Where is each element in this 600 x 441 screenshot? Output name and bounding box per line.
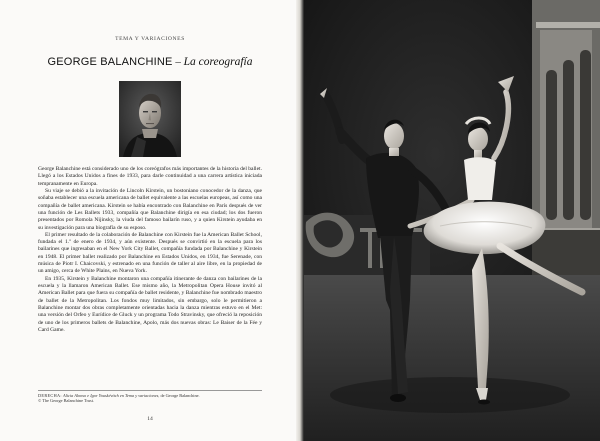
portrait-photo-icon: [119, 81, 181, 157]
page-number: 14: [147, 416, 153, 422]
paragraph: El primer resultado de la colaboración de Balanchine con Kirstein fue la American Ballet School, fundada el 1.º de enero de 1934, y aún existente. Después se convirtió en la escuela para los bailarines que ingresaban en el New York City Ballet, compañía fundada por Balanchine y Kirstein en 1948. El primer ballet realizado por Balanchine en Estados Unidos, en 1934, fue Serenade, con música de Piotr I. Chaicovski, y estrenado en una función de taller al aire libre, en la propiedad de un amigo, cerca de White Plains, en Nueva York.: [38, 231, 262, 275]
credit-label: DERECHA:: [38, 393, 62, 398]
credit-names: Alicia Alonso e Igor Youskévitch en: [62, 393, 124, 398]
credit-rest: , de George Balanchine.: [158, 393, 200, 398]
paragraph: Su viaje se debió a la invitación de Lincoln Kirstein, un bostoniano conocedor de la danza, que soñaba establecer una escuela americana de ballet equivalente a las escuelas europeas, así como una compañía de ballet americana. Kirstein se había encontrado con Balanchine en París después de ver una función de Les Ballets 1933, compañía que Balanchine dirigía en esa ciudad; los dos fueron presentados por Romola Nijinsky, la viuda del famoso bailarín ruso, y a quien Kirstein ayudaba en su investigación para una biografía de su esposo.: [38, 187, 262, 231]
right-page: [300, 0, 600, 441]
chapter-title: [0, 56, 300, 68]
ballet-photo-icon: [300, 0, 600, 441]
copyright: © The George Balanchine Trust.: [38, 398, 94, 404]
body-text: [38, 166, 262, 334]
paragraph: En 1935, Kirstein y Balanchine montaron una compañía itinerante de danza con bailarines de la escuela y la llamaron American Ballet. Ese mismo año, la Metropolitan Opera House invitó al American Ballet para que fuera su compañía de ballet residente, y Balanchine fue nombrado maestro de ballet de la Metropolitan. Los fondos muy limitados, sin embargo, solo le permitieron a Balanchine montar dos obras completamente orientadas hacia la danza mientras estuvo en el Met: una versión del Orfeo y Eurídice de Gluck y un programa Todo Stravinsky, que ofreció la reposición de uno de los primeros ballets de Balanchine, Apolo, más dos nuevas obras: Le Baiser de la Fée y Card Game.: [38, 275, 262, 333]
photo-credit: [38, 393, 262, 404]
running-head: TEMA Y VARIACIONES: [115, 36, 185, 42]
credit-divider: [38, 390, 262, 391]
title-subtitle: La coreografía: [183, 56, 253, 68]
title-separator: –: [172, 56, 184, 68]
book-gutter: [296, 0, 304, 441]
credit-work: Tema y variaciones: [125, 393, 159, 398]
paragraph: George Balanchine está considerado uno de los coreógrafos más importantes de la historia del ballet. Llegó a los Estados Unidos a fines de 1933, para darle continuidad a una carrera artística iniciada tempranamente en Europa.: [38, 166, 262, 187]
title-name: GEORGE BALANCHINE: [47, 56, 173, 68]
